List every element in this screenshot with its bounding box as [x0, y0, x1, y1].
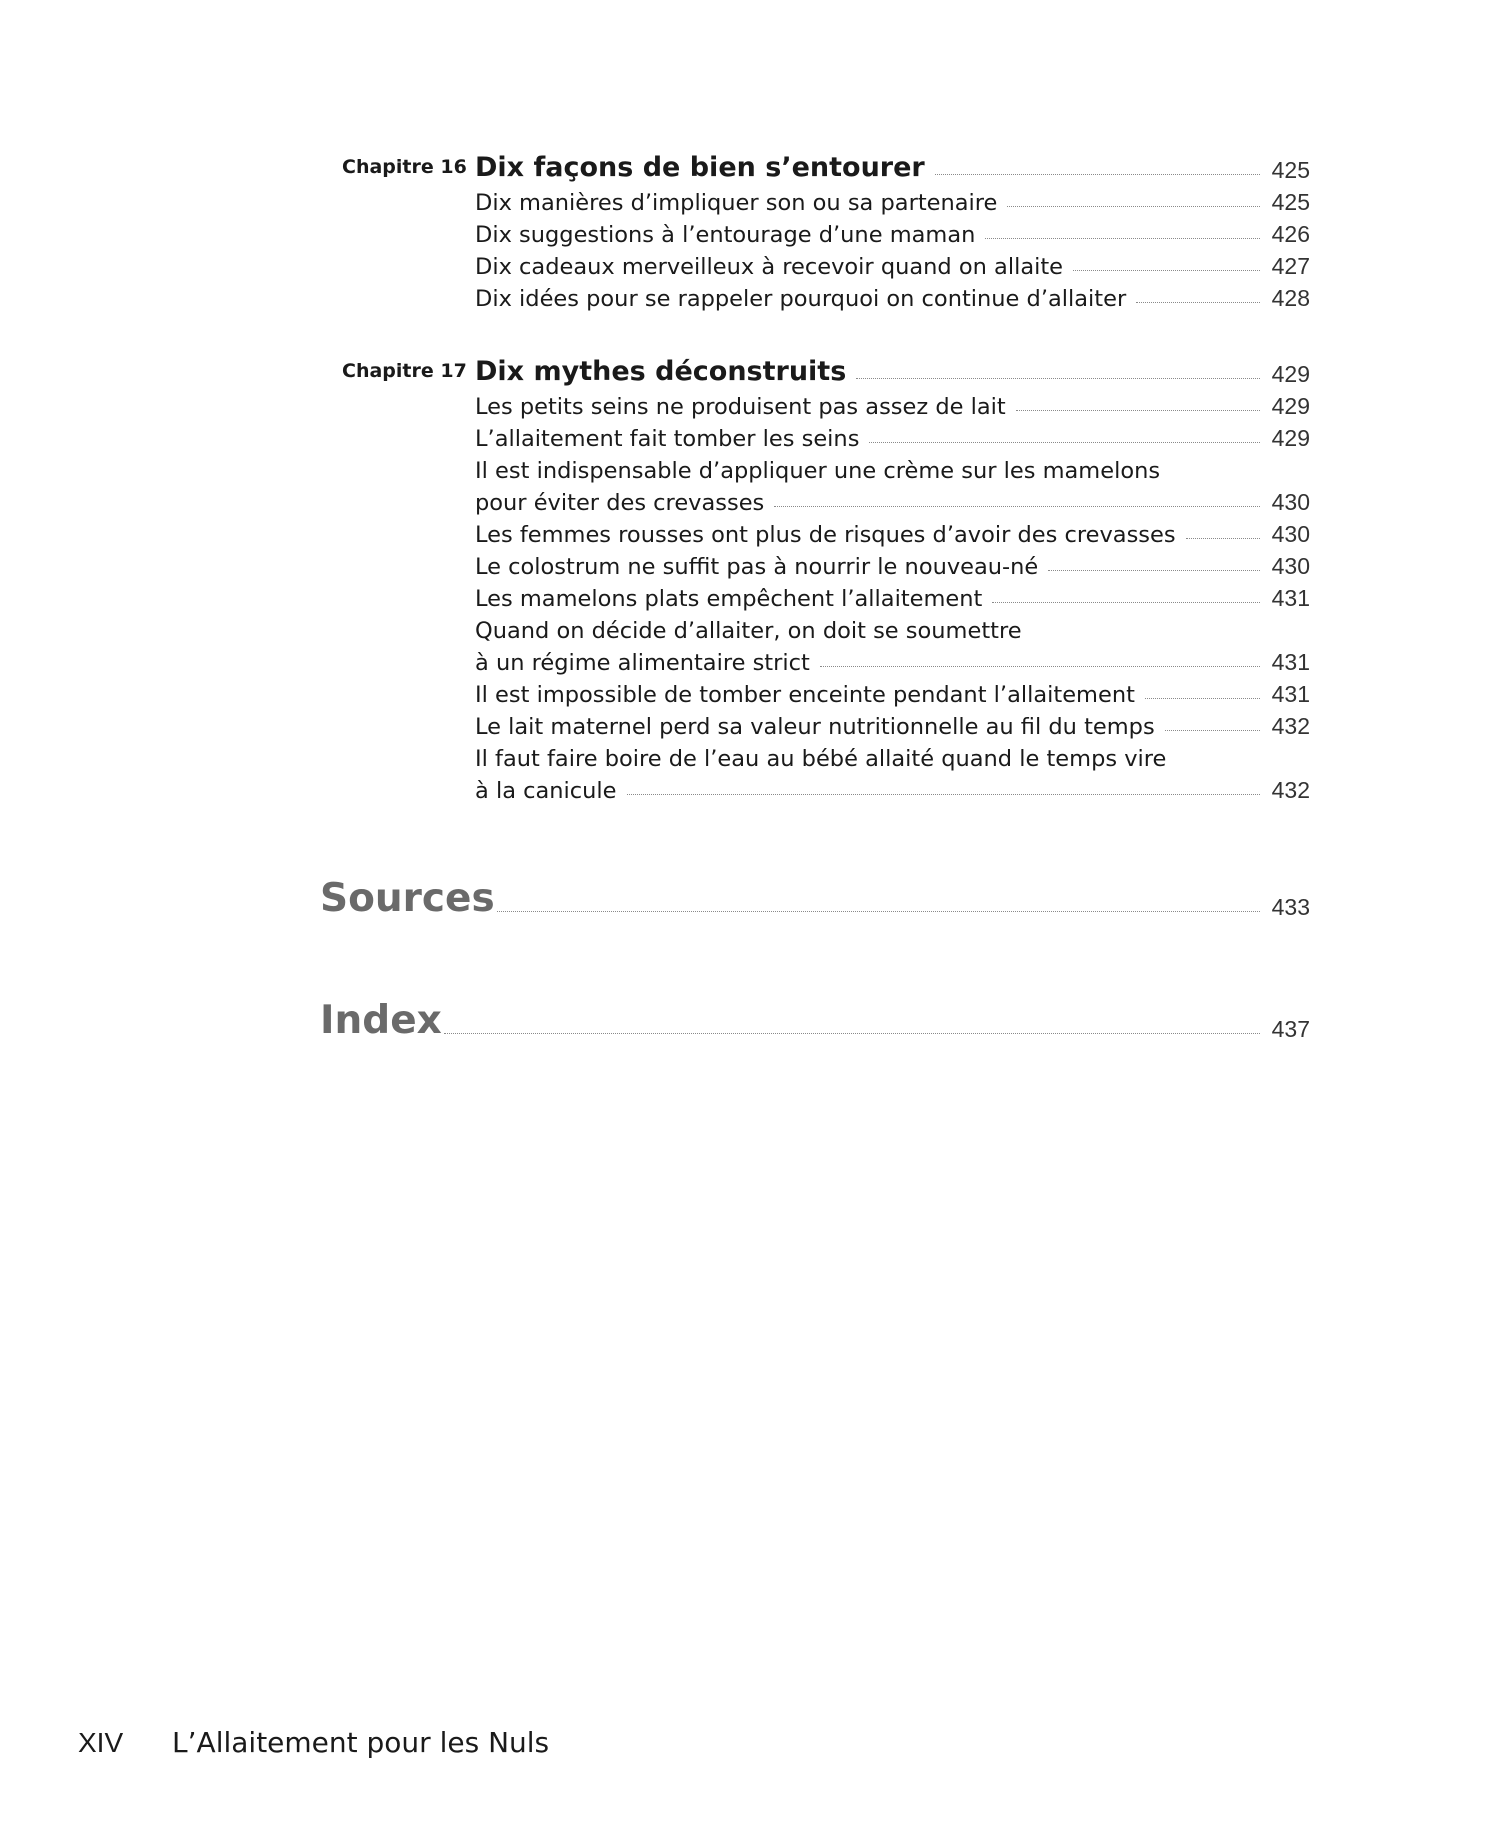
entry-line	[475, 184, 1310, 216]
entry-title: Dix manières d’impliquer son ou sa partenaire	[475, 190, 998, 216]
page-number: 425	[1271, 157, 1310, 183]
page-number: 428	[1271, 285, 1310, 311]
dot-leader	[992, 602, 1260, 603]
toc-entry[interactable]	[475, 388, 1310, 420]
folio: XIV	[78, 1727, 124, 1758]
dot-leader	[820, 666, 1260, 667]
entry-line	[475, 708, 1310, 740]
dot-leader	[1186, 538, 1260, 539]
entry-line	[475, 452, 1310, 484]
dot-leader	[1048, 570, 1260, 571]
entry-title: Quand on décide d’allaiter, on doit se soumettre	[475, 618, 1022, 644]
dot-leader	[497, 911, 1260, 912]
entry-title: Dix suggestions à l’entourage d’une maman	[475, 222, 976, 248]
chapter-entries	[475, 184, 1310, 312]
entry-line	[475, 216, 1310, 248]
entry-line	[475, 580, 1310, 612]
index-title: Index	[320, 998, 442, 1043]
entry-title: Les femmes rousses ont plus de risques d’avoir des crevasses	[475, 522, 1176, 548]
entry-title: pour éviter des crevasses	[475, 490, 765, 516]
toc-entry[interactable]	[475, 708, 1310, 740]
toc-entry[interactable]	[475, 676, 1310, 708]
dot-leader	[627, 794, 1260, 795]
entry-title: à la canicule	[475, 778, 617, 804]
page-number: 432	[1271, 777, 1310, 803]
dot-leader	[1073, 270, 1260, 271]
entry-title: Il faut faire boire de l’eau au bébé allaité quand le temps vire	[475, 746, 1167, 772]
toc-entry[interactable]	[475, 248, 1310, 280]
toc-entry[interactable]	[475, 452, 1310, 516]
page-number: 427	[1271, 253, 1310, 279]
entry-line	[475, 516, 1310, 548]
dot-leader	[869, 442, 1260, 443]
entry-line	[475, 740, 1310, 772]
entry-title: Le lait maternel perd sa valeur nutritionnelle au fil du temps	[475, 714, 1155, 740]
page-number: 430	[1271, 553, 1310, 579]
entry-title: Les mamelons plats empêchent l’allaitement	[475, 586, 983, 612]
entry-line	[475, 388, 1310, 420]
entry-title: Le colostrum ne suffit pas à nourrir le nouveau-né	[475, 554, 1039, 580]
toc-entry[interactable]	[475, 580, 1310, 612]
page-number: 431	[1271, 649, 1310, 675]
entry-title: Il est impossible de tomber enceinte pendant l’allaitement	[475, 682, 1135, 708]
chapter-heading[interactable]	[342, 144, 1310, 184]
entry-line	[475, 676, 1310, 708]
page-number: 431	[1271, 585, 1310, 611]
page-number: 430	[1271, 521, 1310, 547]
entry-line	[475, 548, 1310, 580]
entry-title: Dix cadeaux merveilleux à recevoir quand on allaite	[475, 254, 1064, 280]
chapter-17	[342, 348, 1310, 804]
dot-leader	[444, 1033, 1260, 1034]
dot-leader	[1145, 698, 1260, 699]
running-title: L’Allaitement pour les Nuls	[172, 1726, 550, 1759]
dot-leader	[856, 378, 1260, 379]
entry-line	[475, 484, 1310, 516]
toc-entry[interactable]	[475, 740, 1310, 804]
chapter-entries	[475, 388, 1310, 804]
toc-entry[interactable]	[475, 280, 1310, 312]
entry-title: Les petits seins ne produisent pas assez de lait	[475, 394, 1006, 420]
dot-leader	[1007, 206, 1260, 207]
toc-entry[interactable]	[475, 516, 1310, 548]
page-number: 437	[1271, 1016, 1310, 1042]
index-entry[interactable]	[320, 991, 1310, 1043]
page-number: 430	[1271, 489, 1310, 515]
page-number: 429	[1271, 393, 1310, 419]
entry-title: Dix idées pour se rappeler pourquoi on continue d’allaiter	[475, 286, 1127, 312]
entry-line	[475, 280, 1310, 312]
dot-leader	[1165, 730, 1260, 731]
page-number: 425	[1271, 189, 1310, 215]
page-number: 426	[1271, 221, 1310, 247]
dot-leader	[774, 506, 1260, 507]
toc-entry[interactable]	[475, 612, 1310, 676]
dot-leader	[1136, 302, 1260, 303]
page-number: 433	[1271, 894, 1310, 920]
page-number: 429	[1271, 425, 1310, 451]
dot-leader	[1016, 410, 1260, 411]
entry-line	[475, 420, 1310, 452]
chapter-16	[342, 144, 1310, 312]
chapter-title: Dix façons de bien s’entourer	[475, 152, 925, 183]
toc-entry[interactable]	[475, 420, 1310, 452]
chapter-number: Chapitre 17	[342, 360, 467, 382]
toc-entry[interactable]	[475, 216, 1310, 248]
chapter-heading[interactable]	[342, 348, 1310, 388]
toc-entry[interactable]	[475, 548, 1310, 580]
dot-leader	[985, 238, 1260, 239]
entry-title: à un régime alimentaire strict	[475, 650, 810, 676]
page-number: 431	[1271, 681, 1310, 707]
dot-leader	[935, 174, 1260, 175]
entry-line	[475, 644, 1310, 676]
toc-entry[interactable]	[475, 184, 1310, 216]
entry-line	[475, 248, 1310, 280]
page-footer	[78, 1726, 549, 1759]
entry-title: Il est indispensable d’appliquer une crème sur les mamelons	[475, 458, 1161, 484]
page-number: 432	[1271, 713, 1310, 739]
page-number: 429	[1271, 361, 1310, 387]
sources-title: Sources	[320, 876, 495, 921]
chapter-title: Dix mythes déconstruits	[475, 356, 847, 387]
chapter-number: Chapitre 16	[342, 156, 467, 178]
sources-entry[interactable]	[320, 869, 1310, 921]
entry-title: L’allaitement fait tomber les seins	[475, 426, 860, 452]
entry-line	[475, 772, 1310, 804]
entry-line	[475, 612, 1310, 644]
